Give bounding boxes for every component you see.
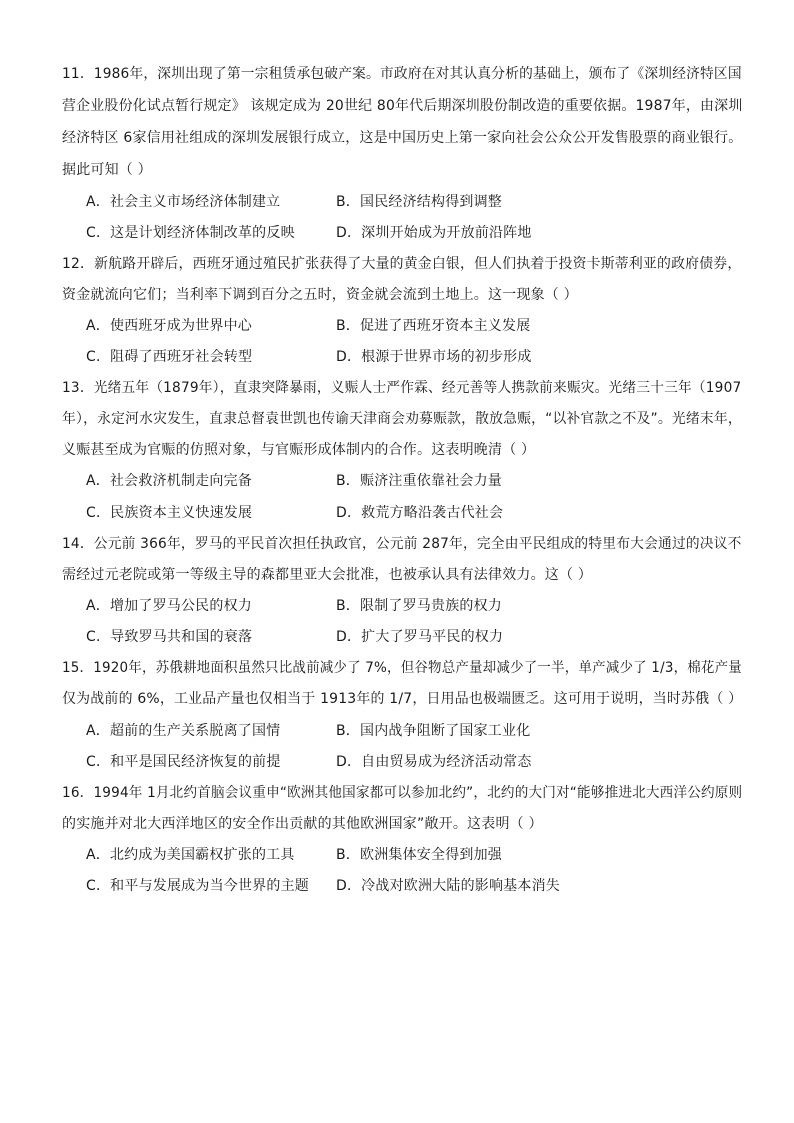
option-d[interactable]: D．救荒方略沿袭古代社会 bbox=[336, 505, 504, 521]
question-text-line: 资金就流向它们；当利率下调到百分之五时，资金就会流到土地上。这一现象（ ） bbox=[62, 287, 578, 303]
question-text-line: 据此可知（ ） bbox=[62, 162, 152, 178]
option-b[interactable]: B．欧洲集体安全得到加强 bbox=[336, 847, 503, 863]
option-c[interactable]: C．导致罗马共和国的衰落 bbox=[86, 629, 253, 645]
option-d[interactable]: D．根源于世界市场的初步形成 bbox=[336, 349, 532, 365]
option-b[interactable]: B．国民经济结构得到调整 bbox=[336, 194, 503, 210]
option-a[interactable]: A．社会主义市场经济体制建立 bbox=[86, 194, 281, 210]
question-text-line: 13．光绪五年（1879年），直隶突降暴雨，义赈人士严作霖、经元善等人携款前来赈灾。光绪三十三年（1907 bbox=[62, 380, 742, 396]
question-text-line: 的实施并对北大西洋地区的安全作出贡献的其他欧洲国家”敞开。这表明（ ） bbox=[62, 816, 543, 832]
option-b[interactable]: B．限制了罗马贵族的权力 bbox=[336, 598, 503, 614]
option-c[interactable]: C．阻碍了西班牙社会转型 bbox=[86, 349, 253, 365]
question-text-line: 义赈甚至成为官赈的仿照对象，与官赈形成体制内的合作。这表明晚清（ ） bbox=[62, 442, 536, 458]
option-d[interactable]: D．扩大了罗马平民的权力 bbox=[336, 629, 504, 645]
question-text-line: 15．1920年，苏俄耕地面积虽然只比战前减少了 7%，但谷物总产量却减少了一半，单产减少了 1/3，棉花产量 bbox=[62, 660, 742, 676]
option-a[interactable]: A．北约成为美国霸权扩张的工具 bbox=[86, 847, 295, 863]
option-d[interactable]: D．深圳开始成为开放前沿阵地 bbox=[336, 225, 532, 241]
option-a[interactable]: A．社会救济机制走向完备 bbox=[86, 473, 252, 489]
question-text-line: 经济特区 6家信用社组成的深圳发展银行成立，这是中国历史上第一家向社会公众公开发售股票的商业银行。 bbox=[62, 130, 743, 146]
question-text-line: 年），永定河水灾发生，直隶总督袁世凯也传谕天津商会劝募赈款，散放急赈，“以补官款之不及”。光绪末年， bbox=[62, 411, 742, 427]
option-c[interactable]: C．和平是国民经济恢复的前提 bbox=[86, 754, 281, 770]
question-text-line: 需经过元老院或第一等级主导的森都里亚大会批准，也被承认具有法律效力。这（ ） bbox=[62, 567, 593, 583]
option-c[interactable]: C．和平与发展成为当今世界的主题 bbox=[86, 878, 309, 894]
option-a[interactable]: A．使西班牙成为世界中心 bbox=[86, 318, 252, 334]
option-b[interactable]: B．促进了西班牙资本主义发展 bbox=[336, 318, 531, 334]
option-c[interactable]: C．民族资本主义快速发展 bbox=[86, 505, 253, 521]
question-text-line: 14．公元前 366年，罗马的平民首次担任执政官，公元前 287年，完全由平民组成的特里布大会通过的决议不 bbox=[62, 536, 742, 552]
option-a[interactable]: A．超前的生产关系脱离了国情 bbox=[86, 723, 281, 739]
option-b[interactable]: B．国内战争阻断了国家工业化 bbox=[336, 723, 531, 739]
question-text-line: 11．1986年，深圳出现了第一宗租赁承包破产案。市政府在对其认真分析的基础上，颁布了《深圳经济特区国 bbox=[62, 66, 742, 82]
option-d[interactable]: D．自由贸易成为经济活动常态 bbox=[336, 754, 532, 770]
option-a[interactable]: A．增加了罗马公民的权力 bbox=[86, 598, 252, 614]
option-d[interactable]: D．冷战对欧洲大陆的影响基本消失 bbox=[336, 878, 560, 894]
option-c[interactable]: C．这是计划经济体制改革的反映 bbox=[86, 225, 295, 241]
question-text-line: 营企业股份化试点暂行规定》 该规定成为 20世纪 80年代后期深圳股份制改造的重要依据。1987年，由深圳 bbox=[62, 98, 743, 114]
question-text-line: 16．1994年 1月北约首脑会议重申“欧洲其他国家都可以参加北约”，北约的大门对“能够推进北大西洋公约原则 bbox=[62, 785, 743, 801]
option-b[interactable]: B．赈济注重依靠社会力量 bbox=[336, 473, 503, 489]
question-text-line: 仅为战前的 6%，工业品产量也仅相当于 1913年的 1/7，日用品也极端匮乏。这可用于说明，当时苏俄（ ） bbox=[62, 691, 743, 707]
question-text-line: 12．新航路开辟后，西班牙通过殖民扩张获得了大量的黄金白银，但人们执着于投资卡斯蒂利亚的政府债券， bbox=[62, 256, 742, 272]
